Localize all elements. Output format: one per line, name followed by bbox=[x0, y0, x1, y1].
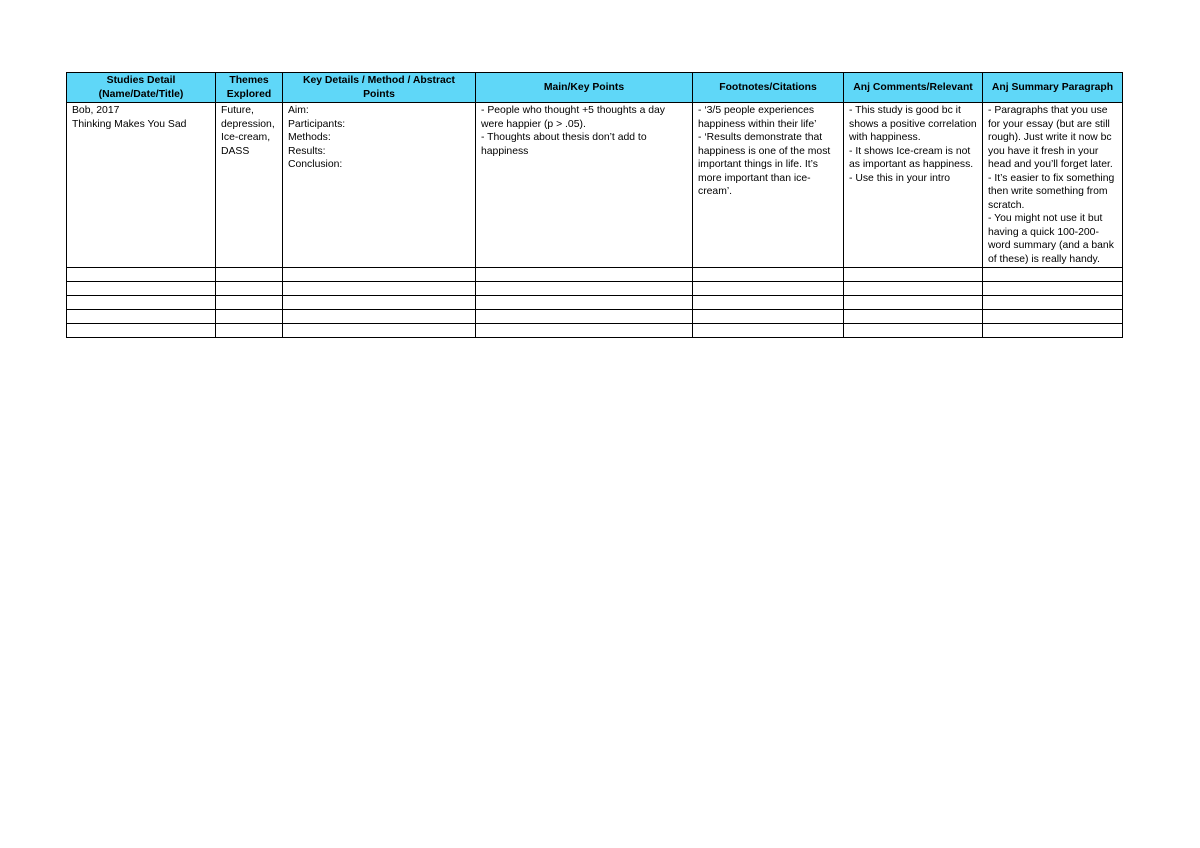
header-studies-detail: Studies Detail (Name/Date/Title) bbox=[67, 73, 216, 103]
header-key-details: Key Details / Method / Abstract Points bbox=[283, 73, 476, 103]
cell-main-points: - People who thought +5 thoughts a day were happier (p > .05). - Thoughts about thesis don’t add to happiness bbox=[476, 103, 693, 268]
header-row bbox=[67, 73, 1123, 103]
cell-study: Bob, 2017 Thinking Makes You Sad bbox=[67, 103, 216, 268]
study-notes-table bbox=[66, 72, 1123, 338]
empty-table-row bbox=[67, 310, 1123, 324]
cell-footnotes: - ‘3/5 people experiences happiness within their life’ - ‘Results demonstrate that happiness is one of the most important things in life. It’s more important than ice-cream’. bbox=[693, 103, 844, 268]
header-footnotes-citations: Footnotes/Citations bbox=[693, 73, 844, 103]
header-anj-summary: Anj Summary Paragraph bbox=[983, 73, 1123, 103]
header-themes-explored: Themes Explored bbox=[216, 73, 283, 103]
empty-table-row bbox=[67, 296, 1123, 310]
cell-summary: - Paragraphs that you use for your essay (but are still rough). Just write it now bc you have it fresh in your head and you’ll forget later. - It’s easier to fix something then write something from scratch. - You might not use it but having a quick 100-200-word summary (and a bank of these) is really handy. bbox=[983, 103, 1123, 268]
empty-table-row bbox=[67, 324, 1123, 338]
empty-table-row bbox=[67, 282, 1123, 296]
header-anj-comments: Anj Comments/Relevant bbox=[844, 73, 983, 103]
cell-comments: - This study is good bc it shows a positive correlation with happiness. - It shows Ice-cream is not as important as happiness. - Use this in your intro bbox=[844, 103, 983, 268]
cell-key-details: Aim: Participants: Methods: Results: Conclusion: bbox=[283, 103, 476, 268]
empty-table-row bbox=[67, 268, 1123, 282]
header-main-key-points: Main/Key Points bbox=[476, 73, 693, 103]
cell-themes: Future, depression, Ice-cream, DASS bbox=[216, 103, 283, 268]
table-row bbox=[67, 103, 1123, 268]
